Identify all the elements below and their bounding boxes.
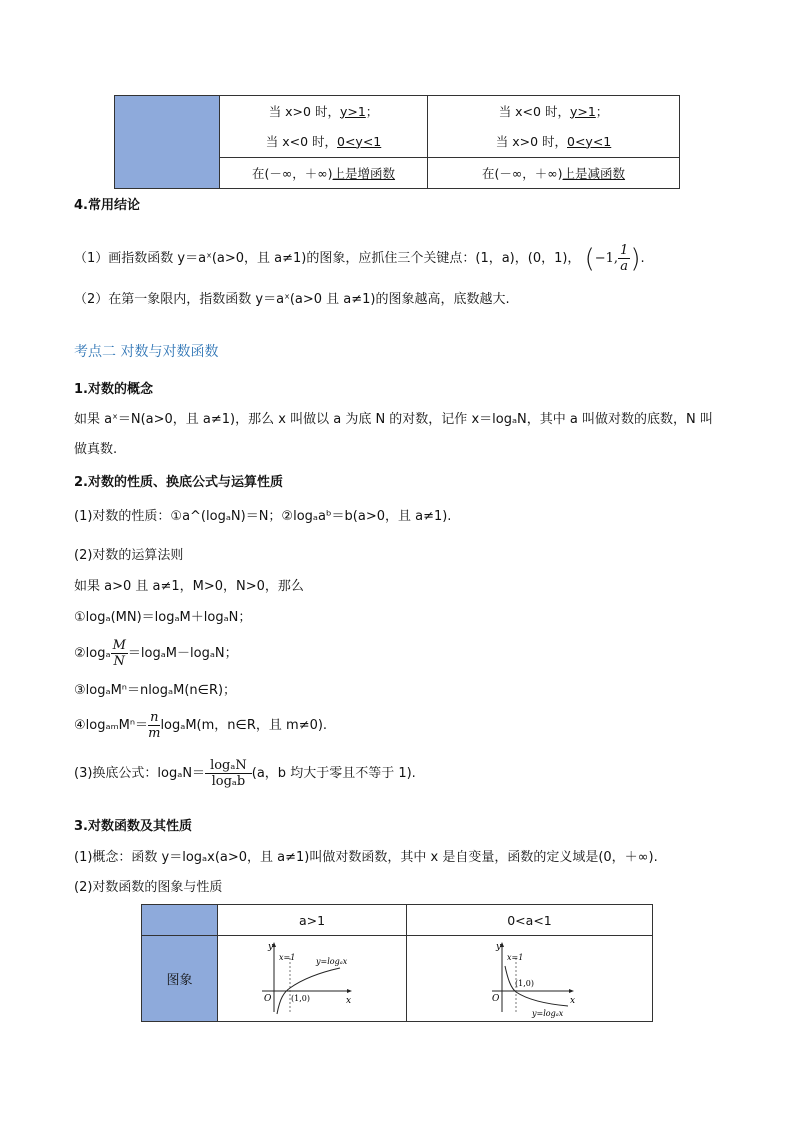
table-blue-cell [115, 96, 220, 189]
log-graph-heading: (2)对数函数的图象与性质 [74, 880, 223, 895]
svg-text:O: O [491, 994, 499, 1004]
fraction-n-over-m: $\frac{n}{m}$ [148, 710, 161, 741]
heading-log-function: 3.对数函数及其性质 [74, 819, 192, 834]
log-concept-line-2: 做真数. [74, 442, 118, 457]
col-header-a-gt-1: a>1 [218, 905, 407, 936]
svg-text:(1,0): (1,0) [291, 994, 310, 1003]
fraction-m-over-n: $\frac{M}{N}$ [112, 638, 126, 669]
svg-text:y: y [495, 942, 501, 952]
log-rule-4: ④logₐₘMⁿ＝ $\frac{n}{m}$ logₐM(m，n∈R，且 m≠0). [74, 710, 328, 741]
svg-text:y: y [268, 942, 274, 952]
svg-text:x=1: x=1 [506, 953, 523, 962]
graph-cell-a-gt-1 [218, 936, 407, 1022]
log-rule-1: ①logₐ(MN)＝logₐM＋logₐN； [74, 610, 252, 625]
svg-text:x=1: x=1 [279, 953, 296, 962]
heading-log-properties: 2.对数的性质、换底公式与运算性质 [74, 475, 283, 490]
table-cell-increasing: 在(－∞，＋∞)上是增函数 [220, 158, 428, 189]
right-paren: ) [630, 243, 641, 274]
log-rules-heading: (2)对数的运算法则 [74, 548, 184, 563]
section-title-log: 考点二 对数与对数函数 [74, 344, 219, 360]
log-rule-3: ③logₐMⁿ＝nlogₐM(n∈R)； [74, 683, 237, 698]
svg-text:O: O [264, 994, 272, 1004]
exp-function-table [114, 95, 680, 189]
log-rule-2: ②logₐ $\frac{M}{N}$ ＝logₐM－logₐN； [74, 638, 238, 669]
change-of-base-formula: (3)换底公式：logₐN＝ $\frac{\text{logₐN}}{\text{logₐb}}$ (a，b 均大于零且不等于 1). [74, 758, 416, 789]
fraction-change-of-base: $\frac{\text{logₐN}}{\text{logₐb}}$ [205, 758, 252, 789]
log-concept-line-1: 如果 aˣ＝N(a>0，且 a≠1)，那么 x 叫做以 a 为底 N 的对数，记作 x＝logₐN，其中 a 叫做对数的底数，N 叫 [74, 412, 713, 427]
svg-text:y=logₐx: y=logₐx [531, 1009, 563, 1018]
table-cell-a-gt-1-range: 当 x>0 时，y>1； 当 x<0 时，0<y<1 [220, 96, 428, 158]
log-rules-condition: 如果 a>0 且 a≠1，M>0，N>0，那么 [74, 579, 304, 594]
heading-log-concept: 1.对数的概念 [74, 382, 153, 397]
svg-text:(1,0): (1,0) [514, 979, 534, 988]
svg-text:x: x [346, 996, 352, 1006]
graph-cell-a-lt-1 [407, 936, 653, 1022]
table-cell-a-lt-1-range: 当 x<0 时，y>1； 当 x>0 时，0<y<1 [428, 96, 680, 158]
conclusion-item-1: （1）画指数函数 y＝aˣ(a>0，且 a≠1)的图象，应抓住三个关键点：(1，a)，(0，1)， (−1, $\frac{1}{a}$ ). [74, 243, 645, 274]
log-graph-increasing [218, 936, 406, 1018]
table-cell-decreasing: 在(－∞，＋∞)上是减函数 [428, 158, 680, 189]
svg-text:x: x [569, 996, 575, 1006]
log-graph-decreasing [408, 936, 652, 1018]
row-label-graph: 图象 [142, 936, 218, 1022]
col-header-a-lt-1: 0<a<1 [407, 905, 653, 936]
conclusion-item-2: （2）在第一象限内，指数函数 y＝aˣ(a>0 且 a≠1)的图象越高，底数越大. [74, 292, 510, 307]
svg-text:y=logₐx: y=logₐx [316, 957, 348, 966]
fraction-1-over-a: $\frac{1}{a}$ [620, 243, 629, 274]
left-paren: ( [584, 243, 595, 274]
log-property-1: (1)对数的性质：①a^(logₐN)＝N；②logₐaᵇ＝b(a>0，且 a≠1). [74, 509, 452, 524]
section-heading-conclusions: 4.常用结论 [74, 198, 140, 213]
table-blue-header [142, 905, 218, 936]
log-function-table [141, 904, 653, 1022]
log-function-concept: (1)概念：函数 y＝logₐx(a>0，且 a≠1)叫做对数函数，其中 x 是自变量，函数的定义域是(0，＋∞). [74, 850, 658, 865]
